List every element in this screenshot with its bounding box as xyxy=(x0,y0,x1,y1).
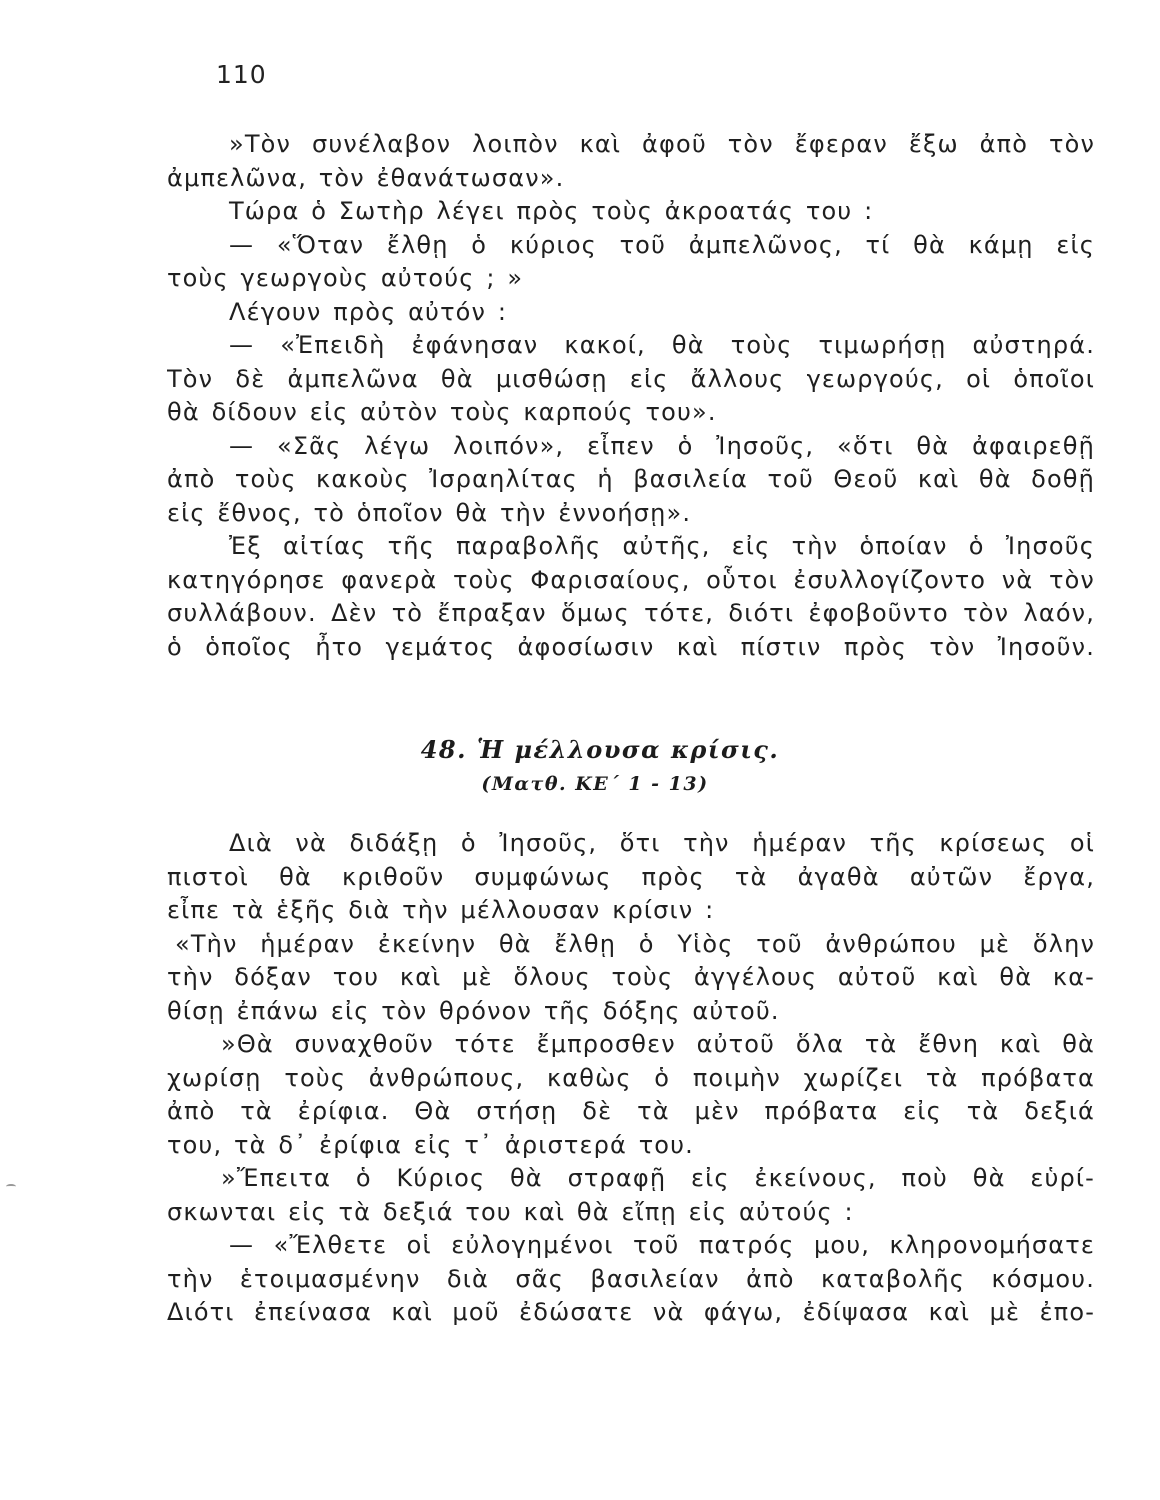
text-line: ἀπὸ τοὺς κακοὺς Ἰσραηλίτας ἡ βασιλεία τοῦ Θεοῦ καὶ θὰ δοθῇ xyxy=(167,465,1095,493)
text-line: »Θὰ συναχθοῦν τότε ἔμπροσθεν αὐτοῦ ὅλα τὰ ἔθνη καὶ θὰ xyxy=(221,1030,1095,1058)
text-line: χωρίσῃ τοὺς ἀνθρώπους, καθὼς ὁ ποιμὴν χωρίζει τὰ πρόβατα xyxy=(167,1063,1095,1092)
page-number: 110 xyxy=(216,60,267,89)
text-line: Διότι ἐπείνασα καὶ μοῦ ἐδώσατε νὰ φάγω, ἐδίψασα καὶ μὲ ἐπο- xyxy=(167,1298,1095,1326)
text-line: ἀμπελῶνα, τὸν ἐθανάτωσαν». xyxy=(167,163,565,192)
text-block-2 xyxy=(167,827,1095,1330)
text-line: τὴν ἑτοιμασμένην διὰ σᾶς βασιλείαν ἀπὸ καταβολῆς κόσμου. xyxy=(167,1264,1095,1293)
text-line: Λέγουν πρὸς αὐτόν : xyxy=(229,297,508,326)
text-line: θίσῃ ἐπάνω εἰς τὸν θρόνον τῆς δόξης αὐτοῦ. xyxy=(167,996,780,1025)
scripture-reference: (Ματθ. ΚΕ΄ 1 - 13) xyxy=(481,773,709,795)
text-line: εἰς ἔθνος, τὸ ὁποῖον θὰ τὴν ἐννοήσῃ». xyxy=(167,498,692,527)
text-line: ὁ ὁποῖος ἦτο γεμάτος ἀφοσίωσιν καὶ πίστιν πρὸς τὸν Ἰησοῦν. xyxy=(167,632,1095,661)
text-line: »Τὸν συνέλαβον λοιπὸν καὶ ἀφοῦ τὸν ἔφεραν ἔξω ἀπὸ τὸν xyxy=(229,130,1095,158)
text-line: «Τὴν ἡμέραν ἐκείνην θὰ ἔλθῃ ὁ Υἱὸς τοῦ ἀνθρώπου μὲ ὅλην xyxy=(175,929,1095,958)
scan-speck xyxy=(6,1184,16,1189)
text-line: σκωνται εἰς τὰ δεξιά του καὶ θὰ εἴπῃ εἰς αὐτούς : xyxy=(167,1197,854,1226)
text-line: Ἐξ αἰτίας τῆς παραβολῆς αὐτῆς, εἰς τὴν ὁποίαν ὁ Ἰησοῦς xyxy=(229,532,1095,560)
text-block-1 xyxy=(167,128,1095,664)
text-line: — «Ἐπειδὴ ἐφάνησαν κακοί, θὰ τοὺς τιμωρήσῃ αὐστηρά. xyxy=(229,331,1095,359)
text-line: πιστοὶ θὰ κριθοῦν συμφώνως πρὸς τὰ ἀγαθὰ αὐτῶν ἔργα, xyxy=(167,862,1095,891)
section-heading: 48. Ἡ μέλλουσα κρίσις. xyxy=(420,735,780,764)
text-line: Τὸν δὲ ἀμπελῶνα θὰ μισθώσῃ εἰς ἄλλους γεωργούς, οἱ ὁποῖοι xyxy=(167,364,1095,393)
text-line: συλλάβουν. Δὲν τὸ ἔπραξαν ὅμως τότε, διότι ἐφοβοῦντο τὸν λαόν, xyxy=(167,599,1095,627)
text-line: ἀπὸ τὰ ἐρίφια. Θὰ στήσῃ δὲ τὰ μὲν πρόβατα εἰς τὰ δεξιά xyxy=(167,1097,1095,1125)
text-line: κατηγόρησε φανερὰ τοὺς Φαρισαίους, οὗτοι ἐσυλλογίζοντο νὰ τὸν xyxy=(167,565,1095,594)
text-line: τὴν δόξαν του καὶ μὲ ὅλους τοὺς ἀγγέλους αὐτοῦ καὶ θὰ κα- xyxy=(167,963,1095,991)
text-line: — «Ὅταν ἔλθῃ ὁ κύριος τοῦ ἀμπελῶνος, τί θὰ κάμῃ εἰς xyxy=(229,230,1095,259)
text-line: θὰ δίδουν εἰς αὐτὸν τοὺς καρπούς του». xyxy=(167,398,717,426)
text-line: τοὺς γεωργοὺς αὐτούς ; » xyxy=(167,264,524,292)
text-line: — «Σᾶς λέγω λοιπόν», εἶπεν ὁ Ἰησοῦς, «ὅτι θὰ ἀφαιρεθῇ xyxy=(229,431,1095,460)
text-line: Διὰ νὰ διδάξῃ ὁ Ἰησοῦς, ὅτι τὴν ἡμέραν τῆς κρίσεως οἱ xyxy=(229,829,1095,857)
text-line: — «Ἔλθετε οἱ εὐλογημένοι τοῦ πατρός μου, κληρονομήσατε xyxy=(229,1231,1095,1259)
text-line: εἶπε τὰ ἑξῆς διὰ τὴν μέλλουσαν κρίσιν : xyxy=(167,896,715,924)
text-line: Τώρα ὁ Σωτὴρ λέγει πρὸς τοὺς ἀκροατάς του : xyxy=(229,197,874,225)
text-line: »Ἔπειτα ὁ Κύριος θὰ στραφῇ εἰς ἐκείνους, ποὺ θὰ εὑρί- xyxy=(221,1164,1095,1192)
text-line: του, τὰ δ᾽ ἐρίφια εἰς τ᾽ ἀριστερά του. xyxy=(167,1130,694,1159)
